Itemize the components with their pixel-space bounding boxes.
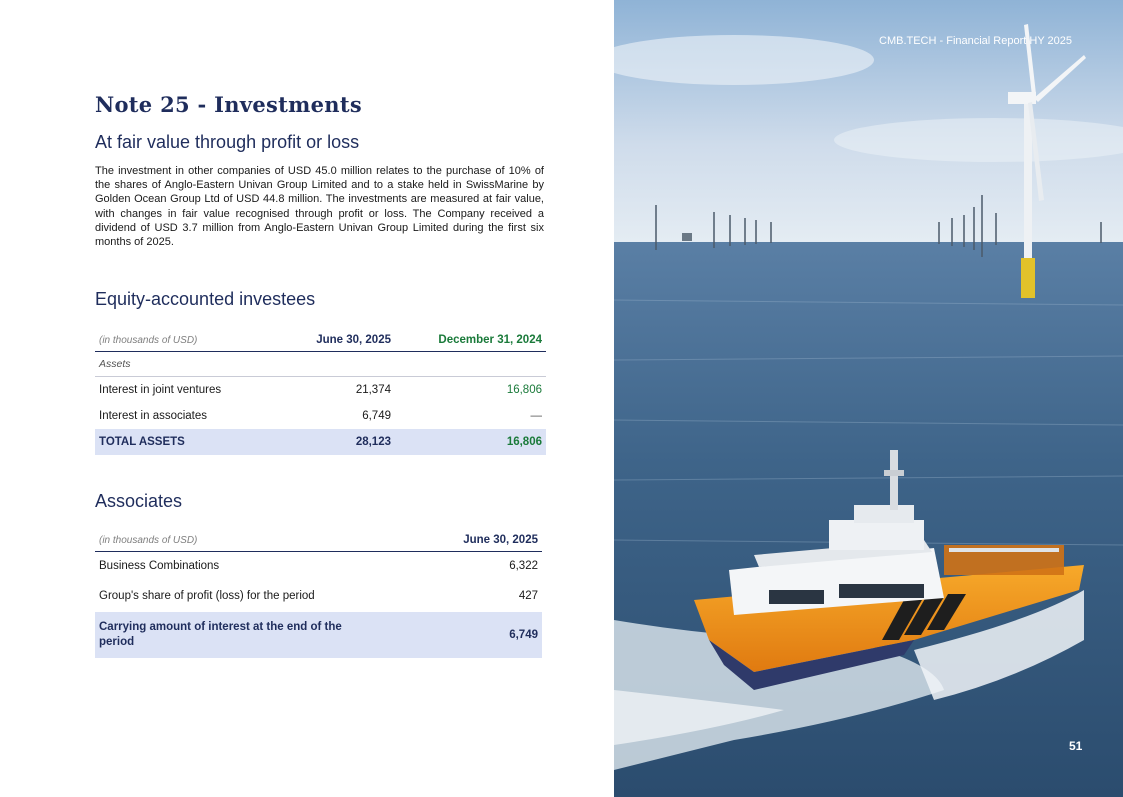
- equity-heading: Equity-accounted investees: [95, 289, 316, 309]
- row-label: Interest in associates: [99, 410, 208, 422]
- row-prior: —: [530, 410, 542, 422]
- equity-section-label: Assets: [95, 352, 546, 377]
- table-row: [95, 377, 546, 404]
- wind-farm-vessel-photo: [614, 0, 1123, 797]
- equity-total-row: [95, 429, 546, 455]
- total-prior: 16,806: [395, 429, 546, 455]
- note-title: Note 25 - Investments: [95, 92, 362, 117]
- associates-table: [95, 529, 542, 658]
- report-title: CMB.TECH - Financial Report HY 2025: [879, 35, 1072, 47]
- page-number: 51: [1069, 739, 1083, 753]
- total-label: Carrying amount of interest at the end of the period: [95, 612, 395, 658]
- row-label: Interest in joint ventures: [99, 384, 222, 396]
- total-current: 6,749: [395, 612, 542, 658]
- equity-section-row: [95, 352, 546, 377]
- equity-unit-label: (in thousands of USD): [95, 329, 295, 352]
- fair-value-paragraph: The investment in other companies of USD 45.0 million relates to the purchase of 10% of the shares of Anglo-Eastern Univan Group Limited and to a stake held in SwissMarine by Golden Ocean Group Ltd of USD 44.8 million. The investments are measured at fair value, with changes in fair value recognised through profit or loss. The Company received a dividend of USD 3.7 million from Anglo-Eastern Univan Group Limited during the first six months of 2025.: [95, 165, 544, 249]
- row-current: 6,749: [362, 410, 391, 422]
- total-current: 28,123: [295, 429, 395, 455]
- equity-col-current: June 30, 2025: [295, 329, 395, 352]
- row-label: Business Combinations: [99, 560, 220, 572]
- equity-table-header: [95, 329, 546, 352]
- row-label: Group's share of profit (loss) for the period: [99, 590, 315, 602]
- total-label: TOTAL ASSETS: [95, 429, 295, 455]
- associates-unit-label: (in thousands of USD): [95, 529, 395, 552]
- table-row: [95, 403, 546, 429]
- associates-heading: Associates: [95, 491, 183, 511]
- associates-col-current: June 30, 2025: [395, 529, 542, 552]
- table-row: [95, 552, 542, 581]
- equity-col-prior: December 31, 2024: [395, 329, 546, 352]
- table-row: [95, 580, 542, 612]
- fair-value-heading: At fair value through profit or loss: [95, 132, 360, 152]
- row-current: 6,322: [509, 560, 538, 572]
- associates-table-header: [95, 529, 542, 552]
- row-current: 21,374: [355, 384, 391, 396]
- row-prior: 16,806: [506, 384, 542, 396]
- row-current: 427: [518, 590, 538, 602]
- equity-table: [95, 329, 546, 455]
- associates-total-row: [95, 612, 542, 658]
